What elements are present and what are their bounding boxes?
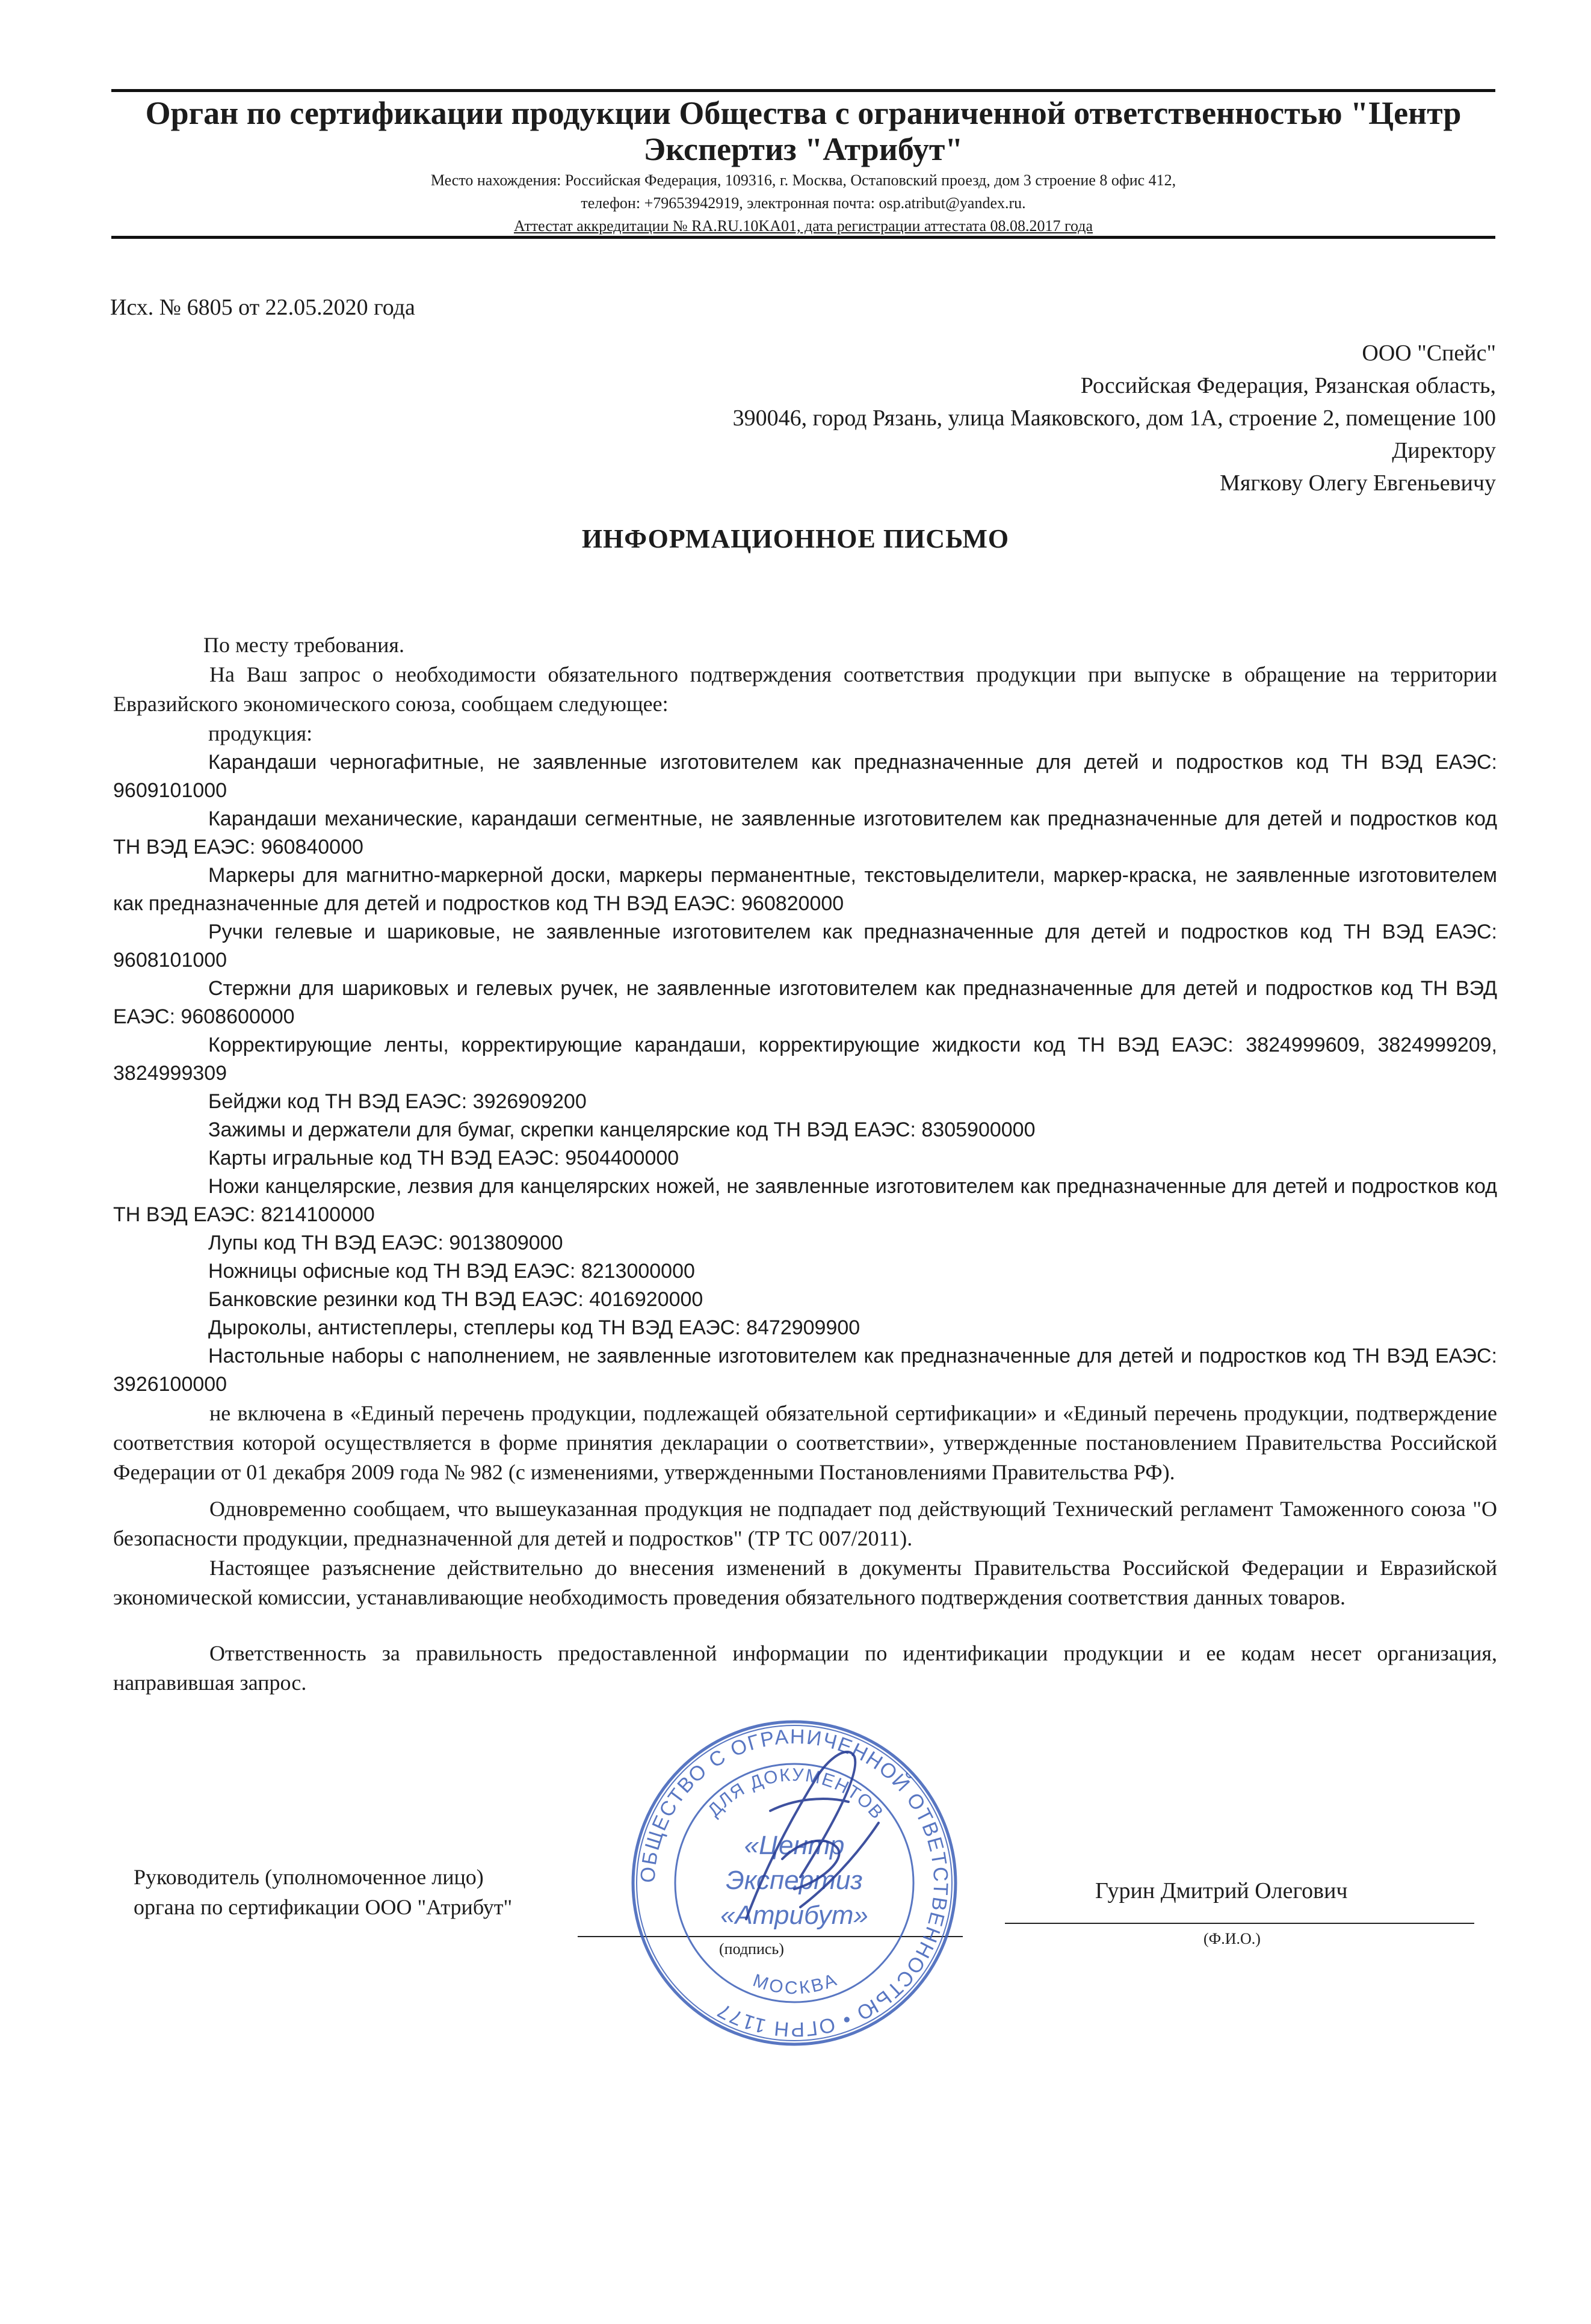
org-title-line-2: Экспертиз "Атрибут" (643, 131, 963, 167)
name-line (1005, 1923, 1474, 1924)
org-location: Место нахождения: Российская Федерация, 109316, г. Москва, Остаповский проезд, дом 3 строение 8 офис 412, (430, 171, 1176, 189)
product-item: Ручки гелевые и шариковые, не заявленные изготовителем как предназначенные для детей и подростков код ТН ВЭД ЕАЭС: 9608101000 (113, 920, 1497, 972)
greeting: По месту требования. (203, 633, 404, 657)
product-item: Стержни для шариковых и гелевых ручек, не заявленные изготовителем как предназначенные для детей и подростков код ТН ВЭД ЕАЭС: 9608600000 (113, 977, 1497, 1028)
header-top-rule (111, 89, 1495, 92)
stamp-inner-text: ДЛЯ ДОКУМЕНТОВ (703, 1765, 888, 1824)
svg-text:МОСКВА (750, 1969, 841, 1998)
document-title: ИНФОРМАЦИОННОЕ ПИСЬМО (581, 524, 1010, 553)
signatory-role-line-1: Руководитель (уполномоченное лицо) (134, 1865, 484, 1889)
product-item: Карты игральные код ТН ВЭД ЕАЭС: 9504400000 (208, 1147, 679, 1170)
org-title (114, 95, 1492, 167)
product-item: Карандаши механические, карандаши сегментные, не заявленные изготовителем как предназначенные для детей и подростков код ТН ВЭД ЕАЭС: 960840000 (113, 807, 1497, 858)
stamp-center-line-1: «Центр (744, 1831, 845, 1860)
header-bottom-rule (111, 236, 1495, 239)
responsibility-paragraph: Ответственность за правильность предоставленной информации по идентификации продукции и ее кодам несет организация, направившая запрос. (113, 1641, 1497, 1695)
stamp-outer-text: ОБЩЕСТВО С ОГРАНИЧЕННОЙ ОТВЕТСТВЕННОСТЬЮ • ОГРН 1177 (636, 1725, 953, 2041)
product-item: Ножи канцелярские, лезвия для канцелярских ножей, не заявленные изготовителем как предназначенные для детей и подростков код ТН ВЭД ЕАЭС: 8214100000 (113, 1175, 1497, 1226)
product-list (113, 748, 1497, 1399)
product-item: Лупы код ТН ВЭД ЕАЭС: 9013809000 (208, 1231, 563, 1254)
addressee-person: Мягкову Олегу Евгеньевичу (1220, 470, 1496, 496)
signatory-name: Гурин Дмитрий Олегович (1095, 1878, 1348, 1903)
addressee-block (593, 337, 1496, 499)
stamp-center-line-3: «Атрибут» (720, 1900, 868, 1930)
products-label: продукция: (208, 721, 313, 745)
addressee-address: 390046, город Рязань, улица Маяковского, дом 1А, строение 2, помещение 100 (732, 405, 1496, 431)
product-item: Банковские резинки код ТН ВЭД ЕАЭС: 4016920000 (208, 1288, 703, 1311)
product-item: Ножницы офисные код ТН ВЭД ЕАЭС: 8213000000 (208, 1260, 695, 1283)
product-item: Дыроколы, антистеплеры, степлеры код ТН ВЭД ЕАЭС: 8472909900 (208, 1316, 860, 1339)
name-caption: (Ф.И.О.) (1203, 1930, 1261, 1947)
signature-caption: (подпись) (719, 1940, 784, 1958)
regulation-paragraph: Одновременно сообщаем, что вышеуказанная продукция не подпадает под действующий Технический регламент Таможенного союза "О безопасности продукции, предназначенной для детей и подростков" (ТР ТС 007/2011). (113, 1497, 1497, 1550)
product-item: Бейджи код ТН ВЭД ЕАЭС: 3926909200 (208, 1090, 587, 1113)
validity-paragraph: Настоящее разъяснение действительно до внесения изменений в документы Правительства Российской Федерации и Евразийской экономической комиссии, устанавливающие необходимость проведения обязательного подтверждения соответствия данных товаров. (113, 1556, 1497, 1609)
product-item: Настольные наборы с наполнением, не заявленные изготовителем как предназначенные для детей и подростков код ТН ВЭД ЕАЭС: 3926100000 (113, 1345, 1497, 1396)
org-title-line-1: Орган по сертификации продукции Общества с ограниченной ответственностью "Центр (145, 95, 1462, 131)
org-contacts: телефон: +79653942919, электронная почта: osp.atribut@yandex.ru. (581, 194, 1026, 212)
signatory-role-line-2: органа по сертификации ООО "Атрибут" (134, 1895, 513, 1919)
letter-body (113, 630, 1497, 1698)
conclusion-paragraph: не включена в «Единый перечень продукции, подлежащей обязательной сертификации» и «Единый перечень продукции, подтверждение соответствия которой осуществляется в форме принятия декларации о соответствии», утвержденные постановлением Правительства Российской Федерации от 01 декабря 2009 года № 982 (с изменениями, утвержденными Постановлениями Правительства РФ). (113, 1401, 1497, 1484)
product-item: Маркеры для магнитно-маркерной доски, маркеры перманентные, текстовыделители, маркер-краска, не заявленные изготовителем как предназначенные для детей и подростков код ТН ВЭД ЕАЭС: 960820000 (113, 864, 1497, 915)
addressee-region: Российская Федерация, Рязанская область, (1080, 373, 1496, 398)
signatory-role (134, 1862, 512, 1922)
addressee-position: Директору (1392, 438, 1496, 463)
org-accreditation: Аттестат аккредитации № RA.RU.10KA01, дата регистрации аттестата 08.08.2017 года (513, 217, 1093, 235)
stamp-center-line-2: Экспертиз (726, 1866, 863, 1895)
intro-paragraph: На Ваш запрос о необходимости обязательного подтверждения соответствия продукции при выпуске в обращение на территории Евразийского экономического союза, сообщаем следующее: (113, 662, 1497, 716)
outgoing-reference: Исх. № 6805 от 22.05.2020 года (110, 295, 415, 320)
product-item: Зажимы и держатели для бумаг, скрепки канцелярские код ТН ВЭД ЕАЭС: 8305900000 (208, 1118, 1036, 1141)
product-item: Корректирующие ленты, корректирующие карандаши, корректирующие жидкости код ТН ВЭД ЕАЭС: 3824999609, 3824999209, 3824999309 (113, 1034, 1497, 1085)
addressee-company: ООО "Спейс" (1362, 341, 1496, 366)
handwritten-signature (710, 1739, 891, 1931)
stamp-city-text: МОСКВА (750, 1969, 842, 1999)
product-item: Карандаши черногафитные, не заявленные изготовителем как предназначенные для детей и подростков код ТН ВЭД ЕАЭС: 9609101000 (113, 751, 1497, 802)
org-info (114, 169, 1492, 238)
